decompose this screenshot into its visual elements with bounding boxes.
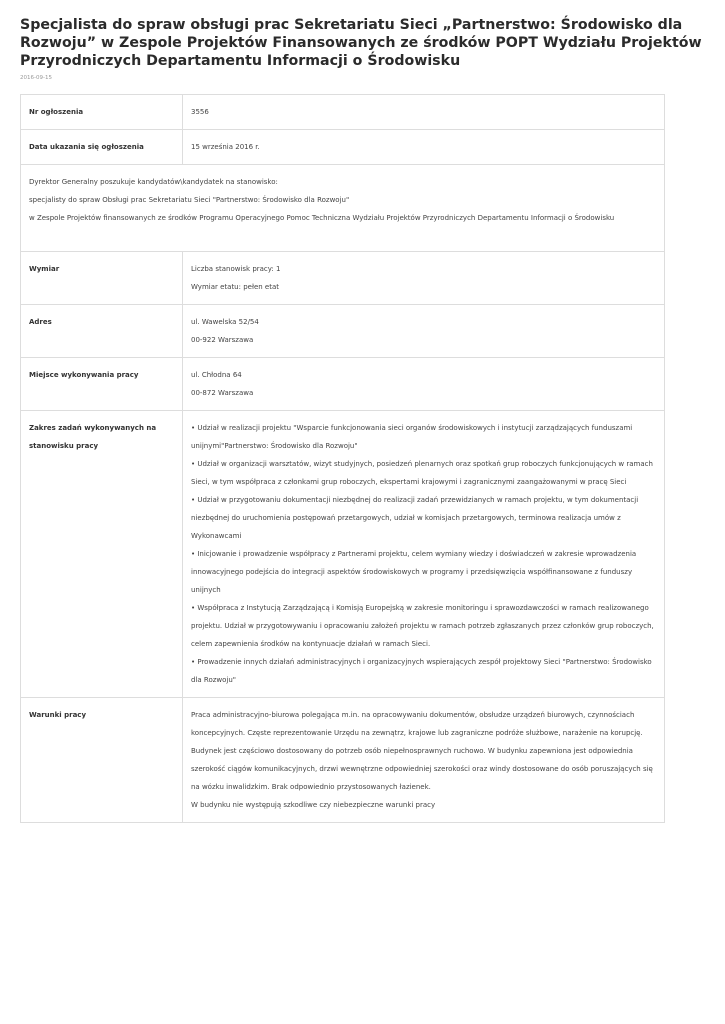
value-line: ul. Wawelska 52/54 [191,318,259,326]
value-line: 00-922 Warszawa [191,336,254,344]
row-value: 15 września 2016 r. [183,130,665,165]
duty-item: • Inicjowanie i prowadzenie współpracy z Partnerami projektu, celem wymiany wiedzy i doświadczeń w zakresie wprowadzenia innowacyjnego podejścia do integracji aspektów środowiskowych w programy i przedsięwzięcia współfinansowane z funduszy unijnych [191,550,637,594]
row-value [183,358,665,411]
value-line: Wymiar etatu: pełen etat [191,283,279,291]
condition-item: Budynek jest częściowo dostosowany do potrzeb osób niepełnosprawnych ruchowo. W budynku zapewniona jest odpowiednia szerokość ciągów komunikacyjnych, drzwi wewnętrzne odpowiedniej szerokości oraz windy dostosowane do osób poruszających się na wózku inwalidzkim. Brak odpowiednio przystosowanych łazienek. [191,747,653,791]
row-label: Nr ogłoszenia [21,95,183,130]
row-label: Zakres zadań wykonywanych na stanowisku pracy [21,411,183,698]
value-line: ul. Chłodna 64 [191,371,242,379]
value-line: Liczba stanowisk pracy: 1 [191,265,281,273]
row-label: Wymiar [21,252,183,305]
row-label: Warunki pracy [21,698,183,823]
page-title: Specjalista do spraw obsługi prac Sekretariatu Sieci „Partnerstwo: Środowisko dla Rozwoju” w Zespole Projektów Finansowanych ze środków POPT Wydziału Projektów Przyrodniczych Departamentu Informacji o Środowisku [20,17,702,69]
row-label: Miejsce wykonywania pracy [21,358,183,411]
duty-item: • Udział w przygotowaniu dokumentacji niezbędnej do realizacji zadań przewidzianych w ramach projektu, w tym dokumentacji niezbędnej do uruchomienia postępowań przetargowych, udział w komisjach przetargowych, terminowa realizacja umów z Wykonawcami [191,496,639,540]
row-label: Adres [21,305,183,358]
table-row-wymiar [21,252,665,305]
value-line: 00-872 Warszawa [191,389,254,397]
condition-item: Praca administracyjno-biurowa polegająca m.in. na opracowywaniu dokumentów, obsłudze urządzeń biurowych, czynnościach koncepcyjnych. Częste reprezentowanie Urzędu na zewnątrz, krajowe lub zagraniczne podróże służbowe, narażenie na korupcję. [191,711,643,737]
publication-date: 2016-09-15 [20,75,52,81]
table-row-adres [21,305,665,358]
table-row-date [21,130,665,165]
intro-line: w Zespole Projektów finansowanych ze środków Programu Operacyjnego Pomoc Techniczna Wydziału Projektów Przyrodniczych Departamentu Informacji o Środowisku [29,214,615,222]
duty-item: • Udział w organizacji warsztatów, wizyt studyjnych, posiedzeń plenarnych oraz spotkań grup roboczych funkcjonujących w ramach Sieci, w tym współpraca z członkami grup roboczych, ekspertami krajowymi i zagranicznymi zaangażowanymi w pracę Sieci [191,460,653,486]
row-value: 3556 [183,95,665,130]
duty-item: • Udział w realizacji projektu "Wsparcie funkcjonowania sieci organów środowiskowych i instytucji zarządzających funduszami unijnymi"Partnerstwo: Środowisko dla Rozwoju" [191,424,633,450]
table-row-nr [21,95,665,130]
duty-item: • Prowadzenie innych działań administracyjnych i organizacyjnych wspierających zespół projektowy Sieci "Partnerstwo: Środowisko dla Rozwoju" [191,658,652,684]
row-value [183,698,665,823]
duty-item: • Współpraca z Instytucją Zarządzającą i Komisją Europejską w zakresie monitoringu i sprawozdawczości w ramach realizowanego projektu. Udział w przygotowywaniu i opracowaniu założeń projektu w ramach potrzeb zgłaszanych przez członków grup roboczych, celem zapewnienia środków na kontynuacje działań w ramach Sieci. [191,604,654,648]
intro-cell [21,165,665,252]
table-row-intro [21,165,665,252]
job-details-table [20,94,665,823]
intro-line: specjalisty do spraw Obsługi prac Sekretariatu Sieci "Partnerstwo: Środowisko dla Rozwoju" [29,196,350,204]
row-value [183,252,665,305]
table-row-miejsce [21,358,665,411]
table-row-zakres [21,411,665,698]
intro-line: Dyrektor Generalny poszukuje kandydatów\kandydatek na stanowisko: [29,178,278,186]
row-label: Data ukazania się ogłoszenia [21,130,183,165]
row-value [183,411,665,698]
row-value [183,305,665,358]
table-row-warunki [21,698,665,823]
condition-item: W budynku nie występują szkodliwe czy niebezpieczne warunki pracy [191,801,436,809]
